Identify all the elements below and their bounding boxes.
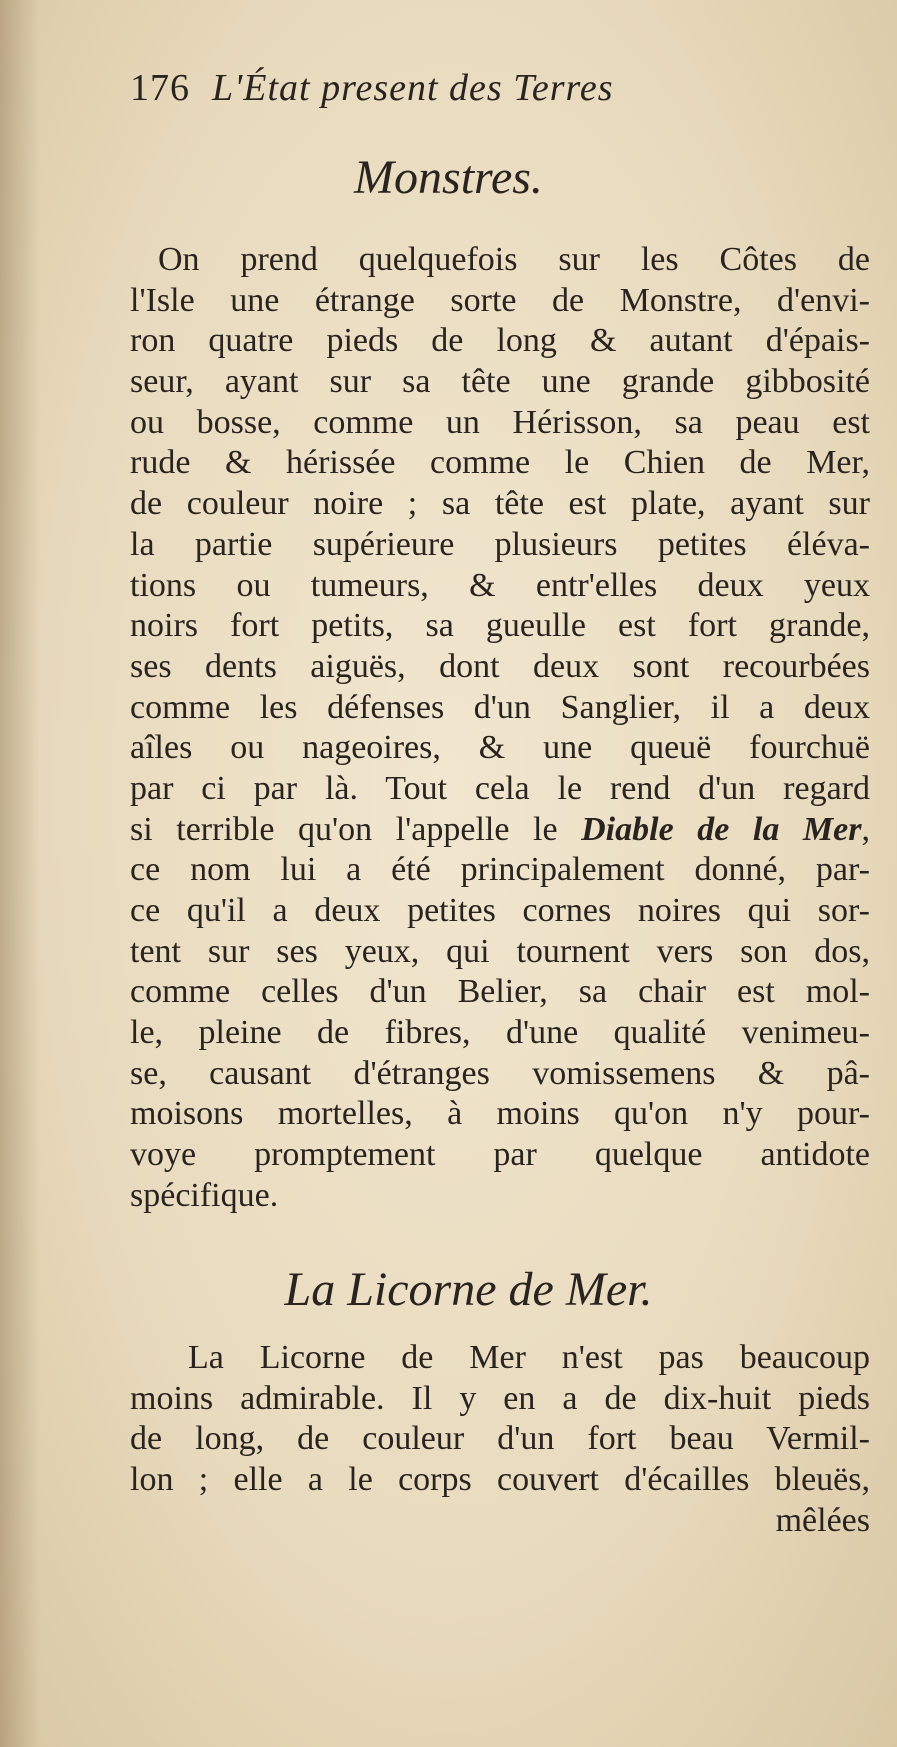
text-line: voye promptement par quelque antidote (130, 1136, 870, 1174)
text-line: ce qu'il a deux petites cornes noires qui sor- (130, 892, 870, 929)
text-line: ron quatre pieds de long & autant d'épais- (130, 322, 870, 360)
text-line: On prend quelquefois sur les Côtes de (158, 241, 870, 278)
text-line: spécifique. (130, 1176, 279, 1214)
running-head-title: L'État present des Terres (212, 67, 614, 109)
text-line: comme les défenses d'un Sanglier, il a deux (130, 688, 870, 726)
section-title-licorne: La Licorne de Mer. (284, 1263, 653, 1316)
text-line: se, causant d'étranges vomissemens & pâ- (130, 1054, 870, 1092)
gutter-shadow (0, 0, 40, 1747)
text-line: rude & hérissée comme le Chien de Mer, (130, 444, 870, 482)
text-line: ce nom lui a été principalement donné, par- (130, 851, 870, 889)
text-line: ou bosse, comme un Hérisson, sa peau est (130, 403, 870, 441)
text-line: de couleur noire ; sa tête est plate, ayant sur (130, 485, 870, 523)
text-line: comme celles d'un Belier, sa chair est mol- (130, 973, 870, 1011)
page-number: 176 (130, 67, 190, 109)
text-line: de long, de couleur d'un fort beau Vermil- (130, 1420, 870, 1458)
text-line: lon ; elle a le corps couvert d'écailles bleuës, (130, 1461, 870, 1499)
italic-phrase: Diable de la Mer (581, 810, 862, 848)
text-line: par ci par là. Tout cela le rend d'un regard (130, 769, 870, 807)
paragraph-licorne (130, 1338, 870, 1541)
text-line: ses dents aiguës, dont deux sont recourbées (130, 647, 870, 685)
section-title-monstres: Monstres. (354, 151, 543, 204)
running-head (130, 66, 614, 110)
text-line: tions ou tumeurs, & entr'elles deux yeux (130, 566, 870, 604)
text-line: moins admirable. Il y en a de dix-huit pieds (130, 1379, 870, 1417)
text-line: tent sur ses yeux, qui tournent vers son dos, (130, 932, 870, 970)
text-line: si terrible qu'on l'appelle le Diable de la Mer, (130, 810, 870, 848)
text-line: la partie supérieure plusieurs petites éléva- (130, 525, 870, 563)
text-line: seur, ayant sur sa tête une grande gibbosité (130, 363, 870, 401)
catchword: mêlées (775, 1501, 870, 1539)
text-line: l'Isle une étrange sorte de Monstre, d'envi- (130, 281, 870, 319)
text-line: noirs fort petits, sa gueulle est fort grande, (130, 607, 870, 645)
paragraph-monstres (130, 240, 870, 1217)
text-line: le, pleine de fibres, d'une qualité venimeu- (130, 1014, 870, 1052)
text-line: La Licorne de Mer n'est pas beaucoup (188, 1339, 870, 1376)
text-line: moisons mortelles, à moins qu'on n'y pour- (130, 1095, 870, 1133)
text-line: aîles ou nageoires, & une queuë fourchuë (130, 729, 870, 767)
